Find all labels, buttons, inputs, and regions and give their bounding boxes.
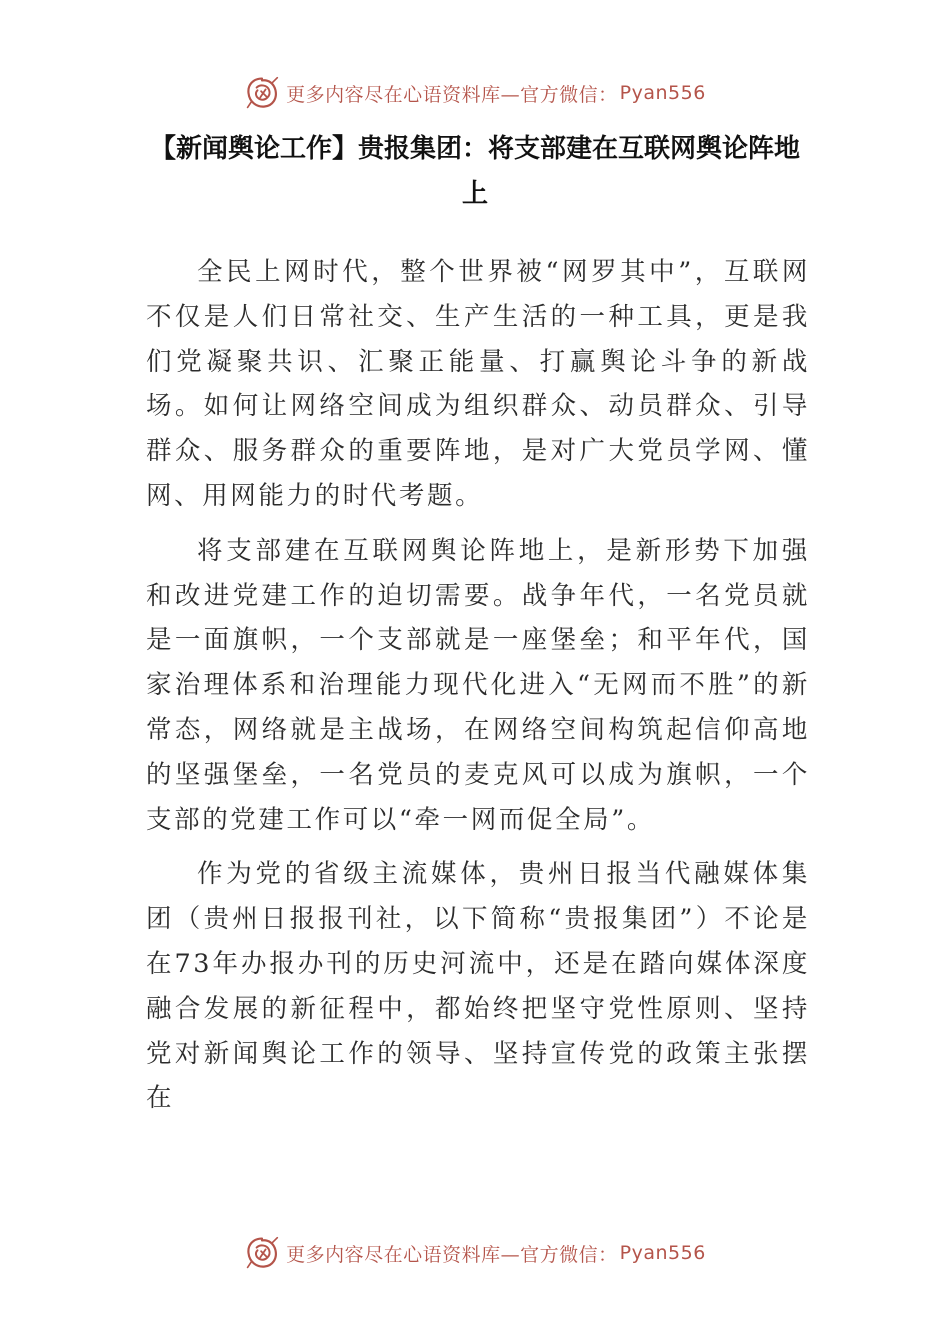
watermark-wechat-id: Pyan556 bbox=[619, 1242, 706, 1264]
header-watermark bbox=[0, 73, 950, 113]
paragraph-2: 将支部建在互联网舆论阵地上，是新形势下加强和改进党建工作的迫切需要。战争年代，一名党员就是一面旗帜，一个支部就是一座堡垒；和平年代，国家治理体系和治理能力现代化进入“无网而不胜”的新常态，网络就是主战场，在网络空间构筑起信仰高地的坚强堡垒，一名党员的麦克风可以成为旗帜，一个支部的党建工作可以“牵一网而促全局”。 bbox=[146, 535, 810, 835]
paragraph-3: 作为党的省级主流媒体，贵州日报当代融媒体集团（贵州日报报刊社，以下简称“贵报集团”）不论是在73年办报办刊的历史河流中，还是在踏向媒体深度融合发展的新征程中，都始终把坚守党性原则、坚持党对新闻舆论工作的领导、坚持宣传党的政策主张摆在 bbox=[146, 859, 810, 1114]
footer-watermark bbox=[0, 1233, 950, 1273]
watermark-text: 更多内容尽在心语资料库—官方微信： bbox=[286, 1243, 618, 1266]
watermark-wechat-id: Pyan556 bbox=[619, 82, 706, 104]
brand-logo-icon bbox=[244, 1235, 280, 1271]
document-body bbox=[146, 250, 810, 1131]
watermark-text: 更多内容尽在心语资料库—官方微信： bbox=[286, 83, 618, 106]
document-title: 【新闻舆论工作】贵报集团：将支部建在互联网舆论阵地上 bbox=[149, 134, 800, 209]
brand-logo-icon bbox=[244, 75, 280, 111]
paragraph-1: 全民上网时代，整个世界被“网罗其中”，互联网不仅是人们日常社交、生产生活的一种工具，更是我们党凝聚共识、汇聚正能量、打赢舆论斗争的新战场。如何让网络空间成为组织群众、动员群众、引导群众、服务群众的重要阵地，是对广大党员学网、懂网、用网能力的时代考题。 bbox=[146, 257, 810, 511]
